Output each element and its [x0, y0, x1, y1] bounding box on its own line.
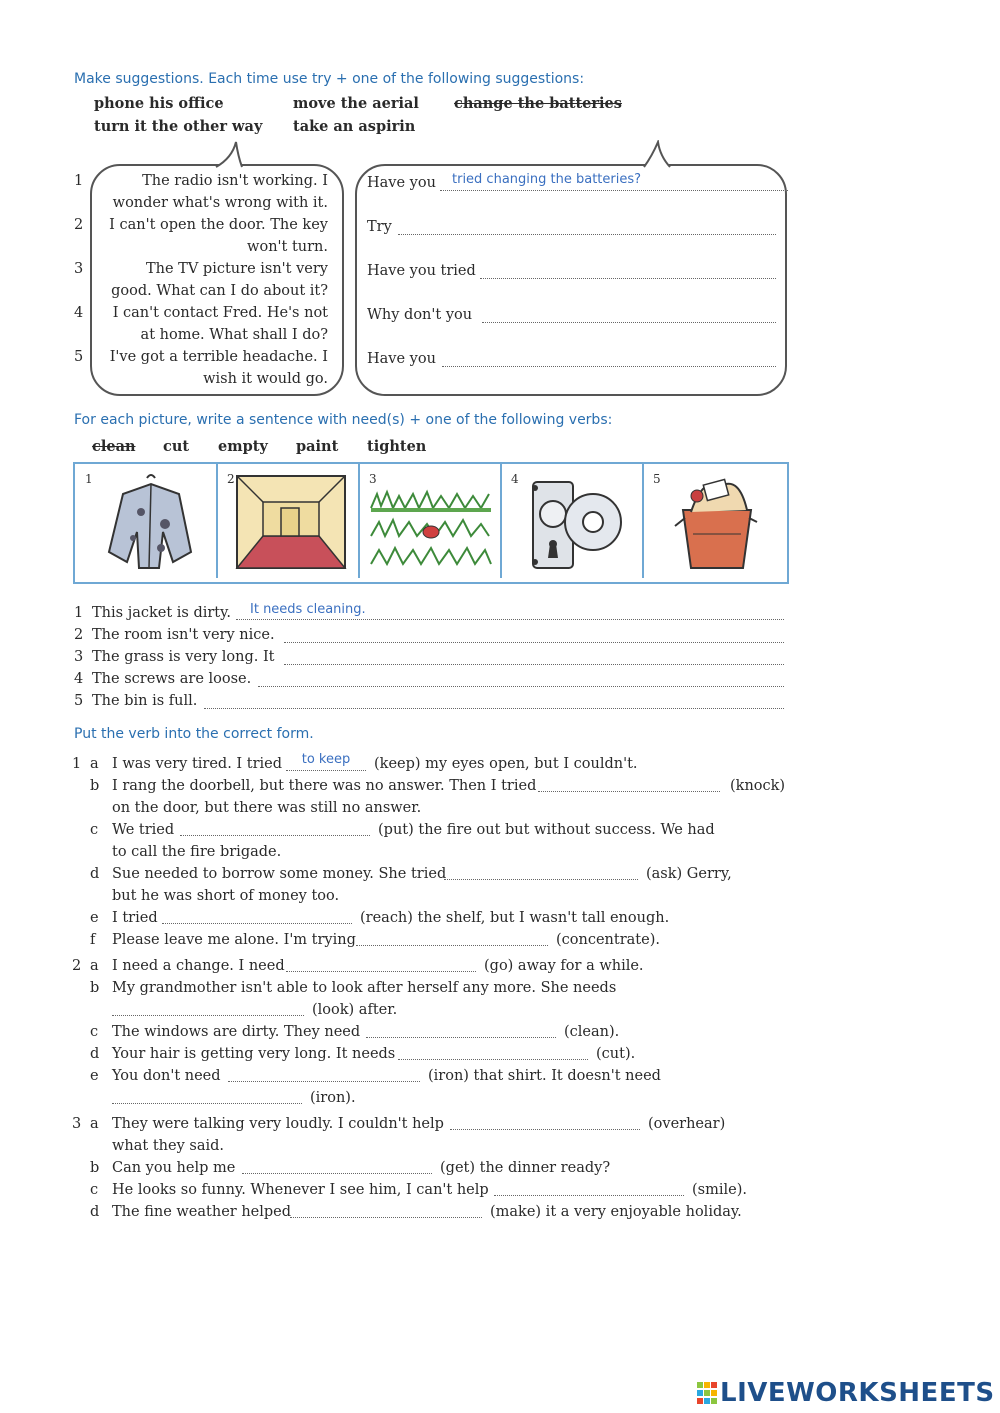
problem-5-line2: wish it would go. [203, 371, 328, 387]
problem-4-num: 4 [74, 305, 84, 321]
sentence-1-num: 1 [74, 605, 84, 621]
g3a-field[interactable] [450, 1112, 640, 1130]
g2d-letter: d [90, 1046, 100, 1062]
g3c-field[interactable] [494, 1178, 684, 1196]
problem-5-line1: I've got a terrible headache. I [109, 349, 328, 365]
g1f-before: Please leave me alone. I'm trying [112, 932, 356, 948]
logo-grid-icon [696, 1381, 718, 1405]
g1a-field[interactable]: to keep [286, 752, 366, 771]
g2c-before: The windows are dirty. They need [112, 1024, 361, 1040]
g2e-after: (iron) that shirt. It doesn't need [428, 1068, 661, 1084]
g1c-field[interactable] [180, 818, 370, 836]
answer-2-field[interactable] [398, 216, 776, 235]
answer-5-field[interactable] [442, 348, 776, 367]
answer-3-prompt: Have you tried [367, 263, 476, 279]
g2e-line2: (iron). [310, 1090, 356, 1106]
g1f-after: (concentrate). [556, 932, 660, 948]
g2b-letter: b [90, 980, 100, 996]
g1d-after: (ask) Gerry, [646, 866, 732, 882]
bubble-tail-right [642, 140, 672, 168]
g1c-before: We tried [112, 822, 175, 838]
verb-5: tighten [367, 438, 427, 455]
g2a-before: I need a change. I need [112, 958, 285, 974]
picture-panel-4 [501, 464, 644, 578]
option-4: turn it the other way [94, 118, 263, 135]
g3b-field[interactable] [242, 1156, 432, 1174]
verb-3: empty [218, 438, 268, 455]
grass-icon [369, 486, 493, 570]
g3d-after: (make) it a very enjoyable holiday. [490, 1204, 742, 1220]
g1b-before: I rang the doorbell, but there was no answer. Then I tried [112, 778, 537, 794]
answer-1-field[interactable]: tried changing the batteries? [440, 172, 788, 191]
g3d-field[interactable] [290, 1200, 482, 1218]
answer-5-prompt: Have you [367, 351, 436, 367]
g1e-letter: e [90, 910, 99, 926]
logo-text: LIVEWORKSHEETS [720, 1378, 995, 1408]
picture-1-num: 1 [85, 472, 93, 486]
g1d-letter: d [90, 866, 100, 882]
sentence-4-num: 4 [74, 671, 84, 687]
g3b-before: Can you help me [112, 1160, 236, 1176]
g1b-field[interactable] [538, 774, 720, 792]
answer-2-prompt: Try [367, 219, 392, 235]
g1b-line2: on the door, but there was still no answer. [112, 800, 422, 816]
g1b-after: (knock) [730, 778, 786, 794]
g1e-after: (reach) the shelf, but I wasn't tall enough. [360, 910, 670, 926]
picture-3-num: 3 [369, 472, 377, 486]
g2b-before: My grandmother isn't able to look after herself any more. She needs [112, 980, 617, 996]
g3a-letter: a [90, 1116, 99, 1132]
problem-2-num: 2 [74, 217, 84, 233]
sentence-5-field[interactable] [204, 690, 784, 709]
sentence-5-num: 5 [74, 693, 84, 709]
section1-instruction: Make suggestions. Each time use try + one of the following suggestions: [74, 71, 585, 87]
g1a-letter: a [90, 756, 99, 772]
g2c-field[interactable] [366, 1020, 556, 1038]
answer-1-prompt: Have you [367, 175, 436, 191]
problem-3-line1: The TV picture isn't very [145, 261, 328, 277]
g1f-letter: f [90, 932, 96, 948]
g1c-line2: to call the fire brigade. [112, 844, 282, 860]
problem-1-line2: wonder what's wrong with it. [112, 195, 328, 211]
problem-4-line1: I can't contact Fred. He's not [112, 305, 328, 321]
g1e-field[interactable] [162, 906, 352, 924]
problem-5-num: 5 [74, 349, 84, 365]
verb-1: clean [92, 438, 136, 455]
option-5: take an aspirin [293, 118, 416, 135]
picture-5-num: 5 [653, 472, 661, 486]
problem-1-line1: The radio isn't working. I [142, 173, 328, 189]
g2d-field[interactable] [398, 1042, 588, 1060]
g3a-after: (overhear) [648, 1116, 726, 1132]
sentence-2-text: The room isn't very nice. [92, 627, 275, 643]
problem-2-line1: I can't open the door. The key [109, 217, 328, 233]
sentence-2-num: 2 [74, 627, 84, 643]
problem-3-num: 3 [74, 261, 84, 277]
section2-instruction: For each picture, write a sentence with need(s) + one of the following verbs: [74, 412, 613, 428]
sentence-2-field[interactable] [284, 624, 784, 643]
picture-4-num: 4 [511, 472, 519, 486]
liveworksheets-logo [696, 1378, 995, 1408]
g2e-letter: e [90, 1068, 99, 1084]
g1d-line2: but he was short of money too. [112, 888, 340, 904]
g3c-after: (smile). [692, 1182, 747, 1198]
section3-instruction: Put the verb into the correct form. [74, 726, 314, 742]
answer-4-prompt: Why don't you [367, 307, 473, 323]
g2d-before: Your hair is getting very long. It needs [112, 1046, 396, 1062]
jacket-icon [103, 472, 199, 572]
verb-2: cut [163, 438, 190, 455]
g1e-before: I tried [112, 910, 158, 926]
sentence-3-num: 3 [74, 649, 84, 665]
screws-icon [523, 474, 627, 574]
option-2: move the aerial [293, 95, 419, 112]
g2b-line2: (look) after. [312, 1002, 398, 1018]
g2-num: 2 [72, 958, 82, 974]
picture-panel-5 [643, 464, 785, 578]
g2e-field-2[interactable] [112, 1086, 302, 1104]
picture-panel-2 [217, 464, 360, 578]
sentence-3-field[interactable] [284, 646, 784, 665]
g1c-after: (put) the fire out but without success. We had [378, 822, 715, 838]
sentence-4-field[interactable] [258, 668, 784, 687]
g1a-before: I was very tired. I tried [112, 756, 283, 772]
g2a-after: (go) away for a while. [484, 958, 644, 974]
g1b-letter: b [90, 778, 100, 794]
sentence-1-text: This jacket is dirty. [92, 605, 232, 621]
room-icon [235, 472, 347, 572]
picture-2-num: 2 [227, 472, 235, 486]
g3d-letter: d [90, 1204, 100, 1220]
g2a-letter: a [90, 958, 99, 974]
g1f-field[interactable] [356, 928, 548, 946]
problem-4-line2: at home. What shall I do? [140, 327, 328, 343]
g2d-after: (cut). [596, 1046, 636, 1062]
answer-3-field[interactable] [480, 260, 776, 279]
g1d-field[interactable] [444, 862, 638, 880]
sentence-3-text: The grass is very long. It [92, 649, 275, 665]
g2e-before: You don't need [112, 1068, 221, 1084]
g2c-after: (clean). [564, 1024, 620, 1040]
option-1: phone his office [94, 95, 224, 112]
g3-num: 3 [72, 1116, 82, 1132]
option-3: change the batteries [454, 95, 622, 112]
picture-panel-1 [75, 464, 218, 578]
g1a-after: (keep) my eyes open, but I couldn't. [374, 756, 638, 772]
g1c-letter: c [90, 822, 99, 838]
sentence-4-text: The screws are loose. [92, 671, 252, 687]
g1d-before: Sue needed to borrow some money. She tried [112, 866, 447, 882]
g3b-letter: b [90, 1160, 100, 1176]
problem-3-line2: good. What can I do about it? [111, 283, 328, 299]
g3d-before: The fine weather helped [112, 1204, 292, 1220]
g1-num: 1 [72, 756, 82, 772]
sentence-5-text: The bin is full. [92, 693, 198, 709]
g3a-line2: what they said. [112, 1138, 224, 1154]
g3b-after: (get) the dinner ready? [440, 1160, 611, 1176]
picture-strip [73, 462, 789, 584]
problem-2-line2: won't turn. [247, 239, 328, 255]
g2c-letter: c [90, 1024, 99, 1040]
g3c-before: He looks so funny. Whenever I see him, I can't help [112, 1182, 489, 1198]
verb-4: paint [296, 438, 339, 455]
picture-panel-3 [359, 464, 502, 578]
g2b-field[interactable] [112, 998, 304, 1016]
g2a-field[interactable] [286, 954, 476, 972]
g3c-letter: c [90, 1182, 99, 1198]
bin-icon [669, 472, 765, 572]
g3a-before: They were talking very loudly. I couldn't help [112, 1116, 444, 1132]
sentence-1-field[interactable]: It needs cleaning. [236, 602, 784, 620]
bubble-tail-left [214, 140, 244, 168]
answer-4-field[interactable] [482, 304, 776, 323]
g2e-field-1[interactable] [228, 1064, 420, 1082]
problem-1-num: 1 [74, 173, 84, 189]
